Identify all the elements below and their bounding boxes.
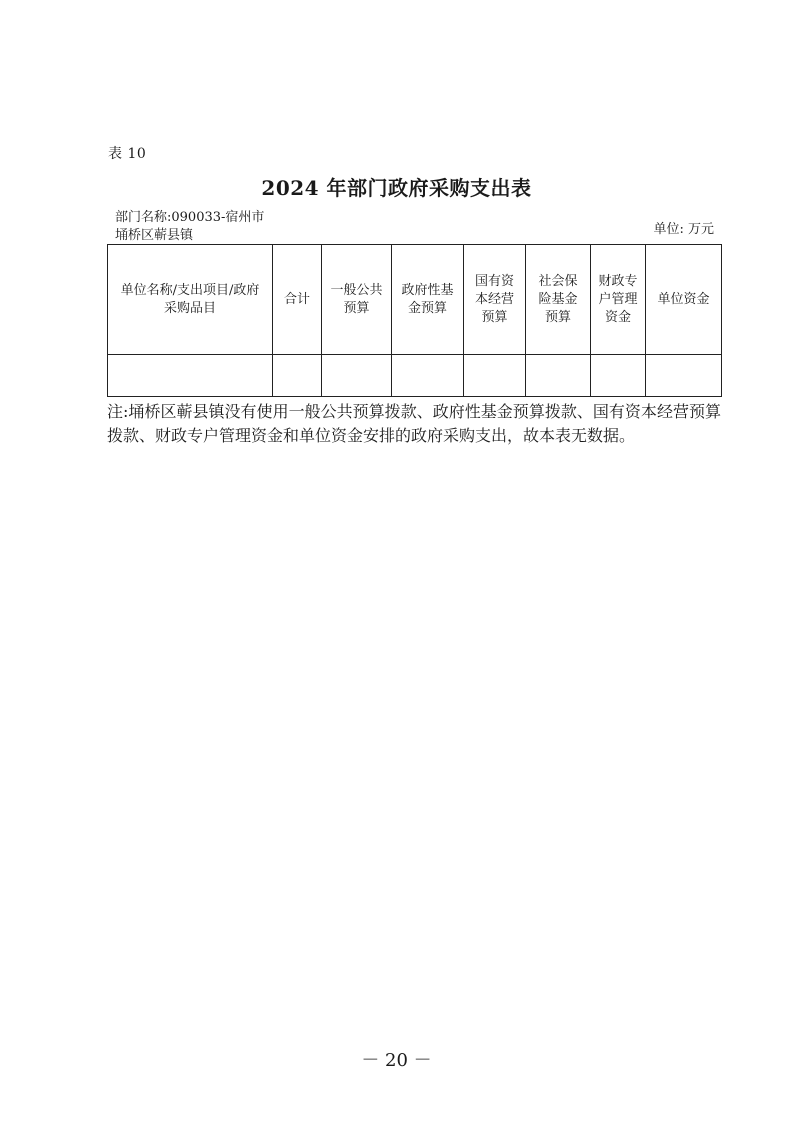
col-header-total: 合计: [273, 245, 322, 355]
unit-label: 单位: 万元: [653, 222, 714, 237]
table-row: [108, 355, 722, 397]
department-name: [115, 209, 264, 245]
table-note: 注:埇桥区蕲县镇没有使用一般公共预算拨款、政府性基金预算拨款、国有资本经营预算拨款、财政专户管理资金和单位资金安排的政府采购支出，故本表无数据。: [107, 402, 721, 445]
table-cell: [464, 355, 526, 397]
col-header-name: 单位名称/支出项目/政府 采购品目: [108, 245, 273, 355]
department-name-line2: 埇桥区蕲县镇: [115, 228, 194, 243]
table-cell: [392, 355, 464, 397]
col-header-general-budget: 一般公共 预算: [322, 245, 392, 355]
page-title: 2024 年部门政府采购支出表: [261, 176, 532, 200]
col-header-special-account: 财政专 户管理 资金: [591, 245, 646, 355]
col-header-fund-budget: 政府性基 金预算: [392, 245, 464, 355]
procurement-table: [107, 244, 722, 397]
table-cell: [591, 355, 646, 397]
table-cell: [322, 355, 392, 397]
table-cell: [526, 355, 591, 397]
col-header-state-capital: 国有资 本经营 预算: [464, 245, 526, 355]
col-header-unit-funds: 单位资金: [646, 245, 722, 355]
table-header-row: [108, 245, 722, 355]
table-cell: [108, 355, 273, 397]
table-cell: [646, 355, 722, 397]
table-label: 表 10: [108, 146, 147, 162]
col-header-social-insurance: 社会保 险基金 预算: [526, 245, 591, 355]
table-cell: [273, 355, 322, 397]
department-name-line1: 部门名称:090033-宿州市: [115, 210, 265, 225]
page-number: － 20 －: [361, 1050, 432, 1071]
